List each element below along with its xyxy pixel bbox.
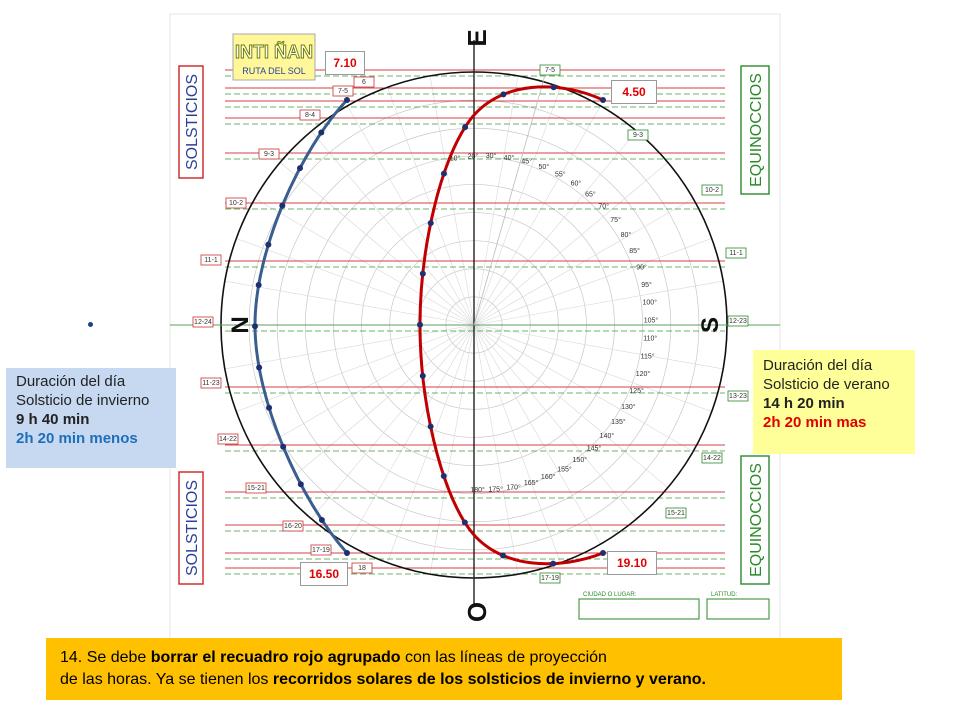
path-point (428, 424, 434, 430)
degree-label: 10° (449, 155, 461, 163)
summer-difference: 2h 20 min mas (763, 414, 867, 431)
hour-label-text: 11-23 (202, 380, 220, 387)
path-point (344, 97, 350, 103)
hour-label-text: 11-1 (204, 257, 218, 264)
path-point (420, 271, 426, 277)
degree-label: 70° (598, 203, 610, 211)
path-point (265, 242, 271, 248)
path-point (600, 97, 606, 103)
degree-label: 175° (488, 486, 503, 494)
degree-label: 155° (557, 466, 572, 474)
path-point (279, 203, 285, 209)
degree-label: 125° (629, 387, 644, 395)
hour-label-text: 17-19 (541, 575, 559, 582)
path-point (462, 124, 468, 130)
hour-label-text: 12-24 (194, 319, 212, 326)
logo-title: INTI ÑAN (235, 42, 313, 62)
degree-label: 60° (570, 180, 582, 188)
degree-label: 130° (621, 403, 636, 411)
path-point (551, 84, 557, 90)
degree-label: 140° (599, 433, 615, 441)
degree-label: 75° (610, 217, 621, 225)
summer-solstice-callout (753, 350, 915, 454)
path-point (462, 520, 468, 526)
hour-label-text: 9-3 (632, 132, 644, 139)
winter-duration: 9 h 40 min (16, 411, 90, 428)
winter-line-1: Duración del día (16, 373, 126, 390)
path-point (500, 552, 506, 558)
winter-difference: 2h 20 min menos (16, 430, 138, 447)
city-label: CIUDAD O LUGAR: (583, 592, 637, 598)
path-point (298, 481, 304, 487)
equinoccios-bottom-label: EQUINOCCIOS (748, 463, 765, 577)
degree-label: 50° (538, 164, 550, 172)
path-point (266, 405, 272, 411)
path-point (500, 91, 506, 97)
hour-label-text: 16-20 (284, 523, 302, 530)
path-point (256, 282, 262, 288)
path-point (344, 550, 350, 556)
degree-label: 120° (635, 371, 651, 379)
cardinal-south: S (697, 316, 724, 334)
degree-label: 110° (643, 335, 658, 343)
path-point (441, 473, 447, 479)
hour-label-text: 11-1 (729, 250, 743, 257)
cardinal-west: O (462, 601, 492, 623)
note-text-e: recorridos solares de los solsticios de invierno y verano. (272, 671, 706, 688)
lat-label: LATITUD: (711, 592, 738, 598)
degree-label: 80° (620, 232, 632, 240)
degree-label: 180° (470, 486, 485, 494)
path-point (417, 322, 423, 328)
hour-label-text: 10-2 (228, 200, 244, 207)
degree-label: 145° (586, 445, 602, 453)
degree-label: 65° (585, 191, 596, 199)
path-point (297, 165, 303, 171)
degree-label: 85° (629, 247, 640, 255)
note-text-a: 14. Se debe (60, 649, 151, 666)
path-point (319, 517, 325, 523)
degree-label: 95° (641, 281, 652, 289)
path-point (441, 171, 447, 177)
degree-label: 105° (643, 317, 659, 325)
degree-label: 170° (506, 484, 521, 492)
solsticios-top-label: SOLSTICIOS (184, 73, 201, 171)
time-tag-710: 7.10 (325, 51, 365, 75)
note-text-b: borrar el recuadro rojo agrupado (150, 649, 401, 666)
degree-label: 160° (540, 474, 556, 482)
hour-label-text: 15-21 (247, 485, 265, 492)
summer-duration: 14 h 20 min (763, 395, 845, 412)
time-tag-1910: 19.10 (607, 551, 657, 575)
summer-line-1: Duración del día (763, 357, 873, 374)
hour-label-text: 14-22 (703, 455, 721, 462)
note-line-1 (60, 647, 842, 669)
winter-line-2: Solsticio de invierno (16, 392, 150, 409)
degree-label: 55° (555, 171, 566, 179)
note-text-d: de las horas. Ya se tienen los (60, 671, 273, 688)
summer-line-2: Solsticio de verano (763, 376, 890, 393)
degree-label: 45° (521, 158, 532, 166)
note-text-c: con las líneas de proyección (400, 649, 607, 666)
hour-label-text: 17-19 (312, 547, 330, 554)
path-point (256, 364, 262, 370)
hour-label-text: 8-4 (304, 112, 316, 119)
cardinal-north: N (227, 316, 254, 334)
hour-label-text: 7-5 (544, 67, 556, 74)
path-point (318, 130, 324, 136)
cardinal-east: E (462, 29, 492, 47)
hour-label-text: 15-21 (667, 510, 685, 517)
degree-label: 115° (640, 353, 655, 361)
equinoccios-top-label: EQUINOCCIOS (748, 73, 765, 187)
hour-label-text: 14-22 (219, 436, 237, 443)
bullet-dot (88, 322, 93, 327)
instruction-note (46, 638, 842, 700)
winter-solstice-callout (6, 368, 176, 468)
path-point (550, 561, 556, 567)
degree-label: 150° (572, 456, 588, 464)
degree-label: 40° (503, 154, 515, 162)
time-tag-1650: 16.50 (300, 562, 348, 586)
hour-label-text: 10-2 (704, 187, 720, 194)
path-point (428, 220, 434, 226)
degree-label: 165° (523, 480, 539, 488)
degree-label: 90° (636, 264, 647, 272)
hour-label-text: 12-23 (729, 318, 747, 325)
note-line-2 (60, 669, 842, 691)
hour-label-text: 6 (362, 79, 366, 86)
degree-label: 100° (642, 299, 657, 307)
hour-label-text: 18 (358, 565, 366, 572)
city-field (579, 599, 699, 619)
hour-label-text: 13-23 (729, 393, 747, 400)
path-point (420, 373, 426, 379)
logo-subtitle: RUTA DEL SOL (242, 66, 306, 76)
hour-label-text: 7-5 (337, 88, 349, 95)
hour-label-text: 9-3 (263, 151, 275, 158)
solsticios-bottom-label: SOLSTICIOS (184, 479, 201, 577)
degree-label: 135° (611, 419, 626, 427)
path-point (280, 444, 286, 450)
time-tag-450: 4.50 (611, 80, 657, 104)
path-point (600, 550, 606, 556)
lat-field (707, 599, 769, 619)
degree-label: 30° (485, 153, 497, 161)
degree-label: 20° (467, 153, 479, 161)
